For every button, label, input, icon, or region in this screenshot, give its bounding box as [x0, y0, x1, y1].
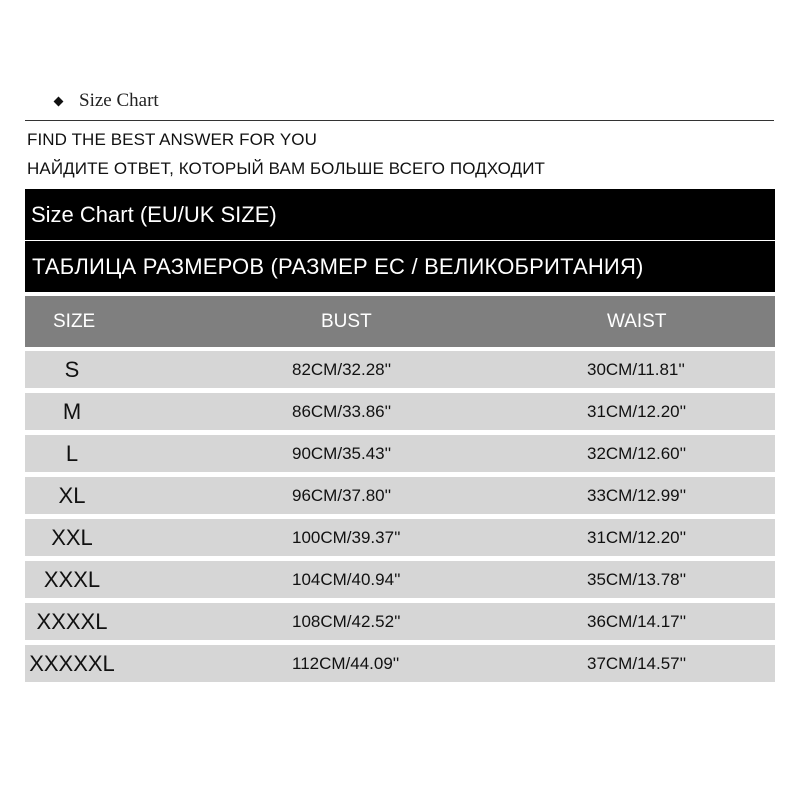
- bust-cell: 104CM/40.94'': [292, 569, 401, 589]
- waist-cell: 32CM/12.60'': [587, 443, 687, 463]
- intro-russian: НАЙДИТЕ ОТВЕТ, КОТОРЫЙ ВАМ БОЛЬШЕ ВСЕГО ПОДХОДИТ: [27, 159, 546, 178]
- waist-cell: 37CM/14.57'': [587, 653, 687, 673]
- table-row: [25, 351, 775, 388]
- size-table: [25, 296, 775, 682]
- bust-cell: 90CM/35.43'': [292, 443, 392, 463]
- bust-cell: 100CM/39.37'': [292, 527, 401, 547]
- waist-cell: 33CM/12.99'': [587, 485, 687, 505]
- table-row: [25, 477, 775, 514]
- size-cell: XL: [58, 482, 86, 508]
- table-row: [25, 435, 775, 472]
- size-cell: S: [64, 356, 80, 382]
- section-heading: [52, 88, 159, 114]
- banner-english: [25, 189, 775, 240]
- size-cell: L: [65, 440, 79, 466]
- bust-cell: 82CM/32.28'': [292, 359, 392, 379]
- table-row: [25, 645, 775, 682]
- waist-cell: 30CM/11.81'': [587, 359, 685, 379]
- diamond-bullet-icon: [54, 96, 64, 106]
- table-row: [25, 393, 775, 430]
- table-row: [25, 561, 775, 598]
- size-cell: XXXL: [43, 566, 101, 592]
- header-size: SIZE: [53, 310, 96, 332]
- intro-english: FIND THE BEST ANSWER FOR YOU: [27, 130, 317, 149]
- divider: [25, 120, 774, 121]
- bust-cell: 96CM/37.80'': [292, 485, 392, 505]
- section-heading-label: Size Chart: [79, 90, 159, 111]
- size-cell: M: [62, 398, 82, 424]
- bust-cell: 112CM/44.09'': [292, 653, 400, 673]
- table-row: [25, 603, 775, 640]
- waist-cell: 31CM/12.20'': [587, 527, 687, 547]
- waist-cell: 36CM/14.17'': [587, 611, 687, 631]
- size-cell: XXXXL: [36, 608, 108, 634]
- size-cell: XXL: [51, 524, 93, 550]
- bust-cell: 108CM/42.52'': [292, 611, 401, 631]
- banner-english-text: Size Chart (EU/UK SIZE): [31, 201, 277, 227]
- banner-russian-text: ТАБЛИЦА РАЗМЕРОВ (РАЗМЕР ЕС / ВЕЛИКОБРИТАНИЯ): [32, 253, 644, 279]
- size-cell: XXXXXL: [29, 650, 115, 676]
- table-row: [25, 519, 775, 556]
- banner-russian: [25, 241, 775, 292]
- waist-cell: 31CM/12.20'': [587, 401, 687, 421]
- header-bust: BUST: [321, 310, 372, 332]
- bust-cell: 86CM/33.86'': [292, 401, 392, 421]
- table-header: [25, 296, 775, 347]
- header-waist: WAIST: [607, 310, 667, 332]
- waist-cell: 35CM/13.78'': [587, 569, 687, 589]
